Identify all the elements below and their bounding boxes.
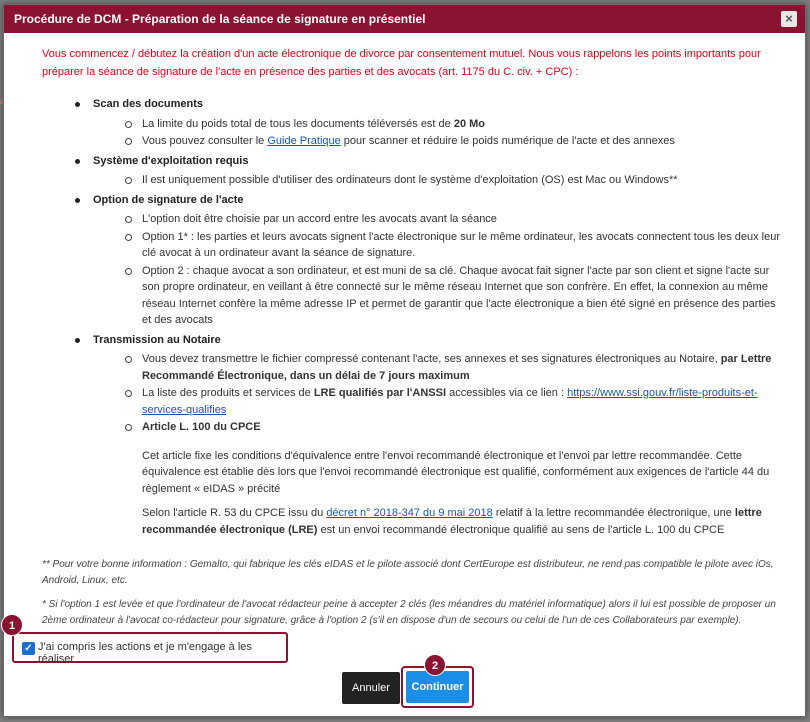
close-icon[interactable]: ×	[781, 11, 797, 27]
continue-button[interactable]: Continuer	[406, 671, 469, 703]
section-scan	[72, 96, 782, 150]
list-item-text: La liste des produits et services de	[142, 387, 314, 399]
section-os	[72, 153, 782, 189]
consent-checkbox-area[interactable]	[12, 632, 288, 663]
list-item	[93, 385, 782, 418]
bullet-icon	[75, 198, 80, 203]
list-item-text: Vous devez transmettre le fichier compressé contenant l'acte, ses annexes et ses signatures électroniques au Notaire,	[142, 353, 721, 365]
list-item	[93, 351, 782, 384]
list-item: Option 1* : les parties et leurs avocats signent l'acte électronique sur le même ordinateur, les avocats connectent tous les deux leur clé avocat à un ordinateur avant la séance de signature.	[93, 229, 782, 262]
decret-link[interactable]: décret n° 2018-347 du 9 mai 2018	[326, 507, 493, 519]
sub-list	[93, 172, 782, 189]
bullet-icon	[75, 338, 80, 343]
list-item	[93, 133, 782, 150]
list-item: L'option doit être choisie par un accord entre les avocats avant la séance	[93, 211, 782, 228]
consent-checkbox[interactable]: ✓	[22, 642, 35, 655]
list-item-bold: LRE qualifiés par l'ANSSI	[313, 387, 447, 399]
list-item-text: La limite du poids total de tous les documents téléversés est de	[142, 117, 454, 130]
dialog-content	[72, 96, 782, 546]
intro-text: Vous commencez / débutez la création d'un acte électronique de divorce par consentement mutuel. Nous vous rappelons les points importants pour préparer la séance de signature de l'acte en présence des parties et des avocats (art. 1175 du C. civ. + CPC) :	[42, 48, 761, 78]
section-option	[72, 192, 782, 329]
list-item-text: accessibles via ce lien :	[446, 387, 568, 399]
list-item: Il est uniquement possible d'utiliser des ordinateurs dont le système d'exploitation (OS) est Mac ou Windows**	[93, 172, 782, 189]
article-paragraph	[142, 505, 782, 538]
list-item-article: Article L. 100 du CPCE	[93, 419, 782, 436]
step-badge-2: 2	[424, 654, 446, 676]
step-badge-1: 1	[1, 614, 23, 636]
footnote-gemalto: ** Pour votre bonne information : Gemalto, qui fabrique les clés eIDAS et le pilote associé dont CertEurope est distributeur, ne rend pas compatible le pilote avec iOs, Android, Linux, etc.	[42, 559, 774, 586]
article-paragraph: Cet article fixe les conditions d'équivalence entre l'envoi recommandé électronique et l'envoi par lettre recommandée. Cette équivalence est établie dès lors que l'envoi recommandé électronique est qualifié, conformément aux exigences de l'article 44 du règlement « eIDAS » précité	[142, 449, 770, 495]
footnote-option1: * Si l'option 1 est levée et que l'ordinateur de l'avocat rédacteur peine à accepter 2 clés (les méandres du matériel informatique) alors il lui est possible de proposer un 2ème ordinateur à l'avocat co-rédacteur pour signature, grâce à l'option 2 (s'il en dispose d'un de secours ou celui de l'un de ces Collaborateurs par exemple).	[42, 599, 776, 626]
section-notaire	[72, 332, 782, 539]
list-item	[93, 116, 782, 133]
paragraph-bold: lettre recommandée électronique (LRE)	[142, 507, 762, 536]
sub-list	[93, 116, 782, 150]
paragraph-text: est un envoi recommandé électronique qualifié au sens de l'article L. 100 du CPCE	[317, 523, 725, 536]
section-title: Scan des documents	[93, 98, 204, 110]
list-item-bold: par Lettre Recommandé Électronique, dans un délai de 7 jours maximum	[142, 353, 772, 382]
section-title: Système d'exploitation requis	[93, 154, 249, 167]
section-title: Transmission au Notaire	[93, 333, 221, 346]
section-title: Option de signature de l'acte	[93, 193, 244, 206]
article-body	[93, 448, 782, 539]
dialog-title-bar	[4, 5, 805, 33]
list-item: Option 2 : chaque avocat a son ordinateur, et est muni de sa clé. Chaque avocat fait signer l'acte par son client et signe l'acte sur son propre ordinateur, en veillant à être connecté sur le même réseau Internet que son confrère. En effet, la connexion au même réseau Internet confère la même adresse IP et permet de garantir que l'acte électronique a bien été signé en présence des parties et des avocats	[93, 263, 782, 329]
bullet-icon	[75, 102, 80, 107]
dialog-title: Procédure de DCM - Préparation de la séance de signature en présentiel	[14, 12, 426, 26]
anssi-link[interactable]: https://www.ssi.gouv.fr/liste-produits-et-services-qualifies	[142, 387, 758, 416]
paragraph-text: Selon l'article R. 53 du CPCE issu du	[142, 507, 327, 519]
list-item-text: pour scanner et réduire le poids numérique de l'acte et des annexes	[340, 135, 675, 147]
sub-list	[93, 351, 782, 436]
guide-pratique-link[interactable]: Guide Pratique	[267, 135, 341, 147]
paragraph-text: relatif à la lettre recommandée électronique, une	[492, 507, 735, 519]
consent-label[interactable]: J'ai compris les actions et je m'engage à les réaliser	[38, 641, 252, 665]
sub-list	[93, 211, 782, 329]
cancel-button[interactable]: Annuler	[342, 672, 400, 704]
size-limit: 20 Mo	[453, 117, 486, 130]
bullet-icon	[75, 159, 80, 164]
list-item-text: Vous pouvez consulter le	[142, 135, 268, 147]
